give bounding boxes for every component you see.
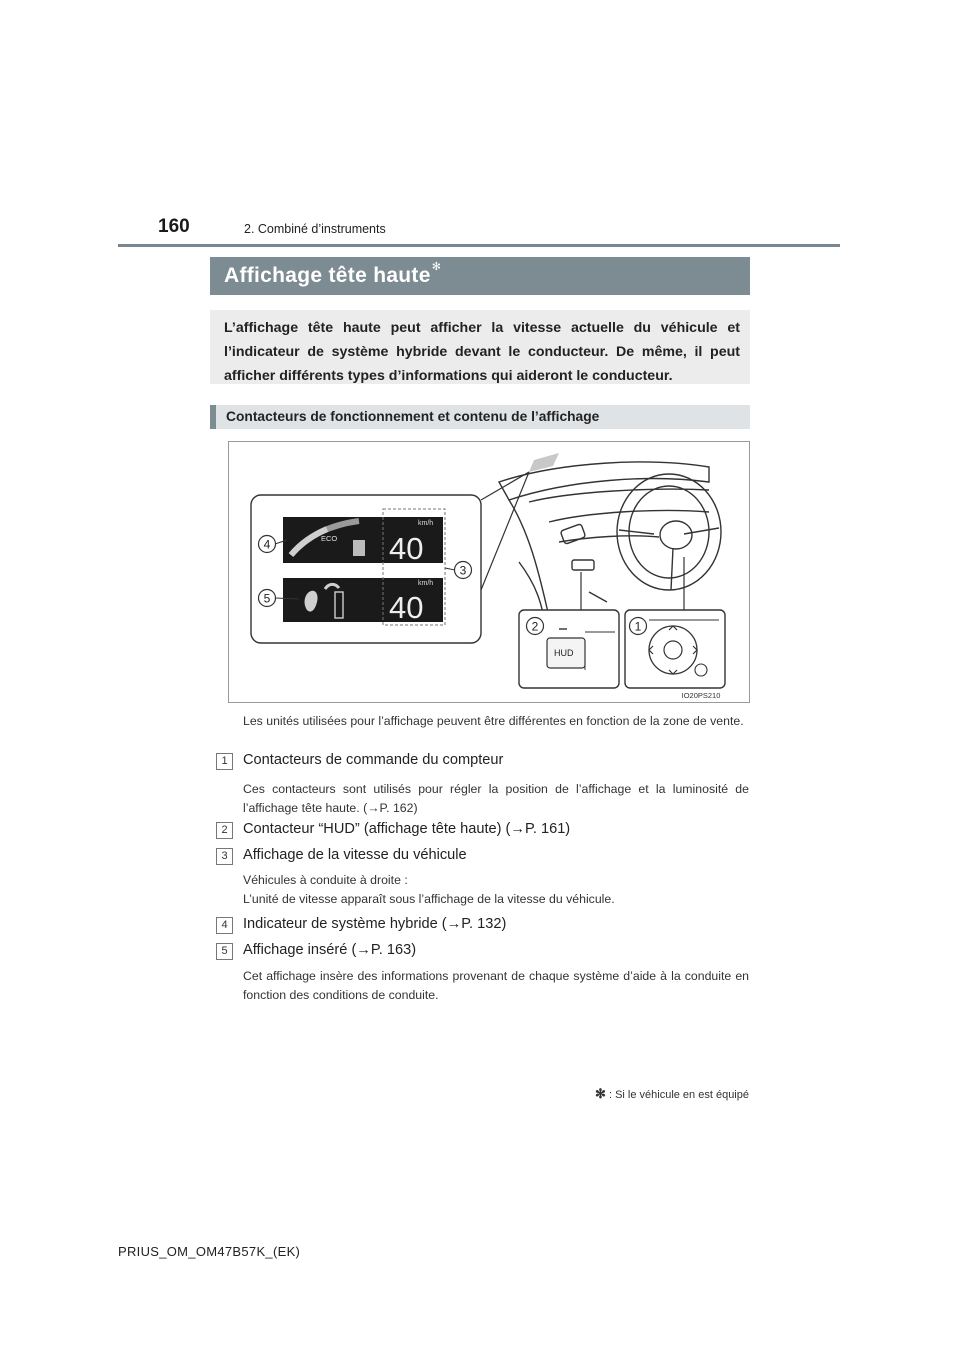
item-number: 2 [216, 822, 233, 839]
item-label: Indicateur de système hybride (→P. 132) [243, 916, 507, 932]
svg-text:3: 3 [459, 563, 467, 578]
section-title: Affichage tête haute [224, 264, 431, 287]
callout-4 [259, 536, 276, 553]
item-number: 4 [216, 917, 233, 934]
svg-text:2: 2 [531, 619, 539, 634]
callout-1 [630, 618, 647, 635]
speed-unit-bottom: km/h [418, 580, 434, 587]
svg-text:5: 5 [263, 591, 271, 606]
section-title-bar [210, 257, 750, 295]
item-label: Affichage de la vitesse du véhicule [243, 847, 467, 863]
eco-label: ECO [321, 534, 338, 543]
svg-text:4: 4 [263, 537, 271, 552]
item-number: 1 [216, 753, 233, 770]
equipment-mark: ✻ [431, 261, 442, 273]
figure-note: Les unités utilisées pour l’affichage peuvent être différentes en fonction de la zone de vente. [243, 714, 744, 728]
page-number: 160 [158, 216, 190, 237]
svg-text:1: 1 [634, 619, 642, 634]
item-label: Affichage inséré (→P. 163) [243, 942, 417, 958]
callout-2 [527, 618, 544, 635]
item-number: 3 [216, 848, 233, 865]
hud-switch-label: HUD [554, 648, 574, 658]
footnote [595, 1086, 749, 1102]
footnote-text: : Si le véhicule en est équipé [608, 1089, 749, 1101]
item-description: Cet affichage insère des informations provenant de chaque système d’aide à la conduite en fonction des conditions de conduite. [243, 969, 749, 1002]
item-description: Véhicules à conduite à droite : L’unité de vitesse apparaît sous l’affichage de la vitesse du véhicule. [243, 873, 615, 906]
document-code: PRIUS_OM_OM47B57K_(EK) [118, 1244, 301, 1259]
hud-figure [228, 441, 750, 703]
item-label: Contacteurs de commande du compteur [243, 752, 504, 768]
item-number: 5 [216, 943, 233, 960]
speed-value-bottom: 40 [389, 590, 424, 625]
chapter-title: 2. Combiné d’instruments [244, 222, 386, 236]
speed-value-top: 40 [389, 531, 424, 566]
figure-code: IO20PS210 [681, 691, 721, 700]
subheading: Contacteurs de fonctionnement et contenu de l’affichage [210, 405, 750, 429]
speed-unit-top: km/h [418, 520, 434, 527]
footnote-mark: ✻ [595, 1086, 606, 1101]
intro-box: L’affichage tête haute peut afficher la vitesse actuelle du véhicule et l’indicateur de système hybride devant le conducteur. De même, il peut afficher différents types d’informations qui aideront le conducteur. [210, 310, 750, 384]
item-description: Ces contacteurs sont utilisés pour régler la position de l’affichage et la luminosité de l’affichage tête haute. (→P. 162) [243, 782, 749, 815]
header-rule [118, 244, 840, 247]
item-label: Contacteur “HUD” (affichage tête haute) (→P. 161) [243, 821, 571, 837]
callout-5 [259, 590, 276, 607]
callout-3 [455, 562, 472, 579]
